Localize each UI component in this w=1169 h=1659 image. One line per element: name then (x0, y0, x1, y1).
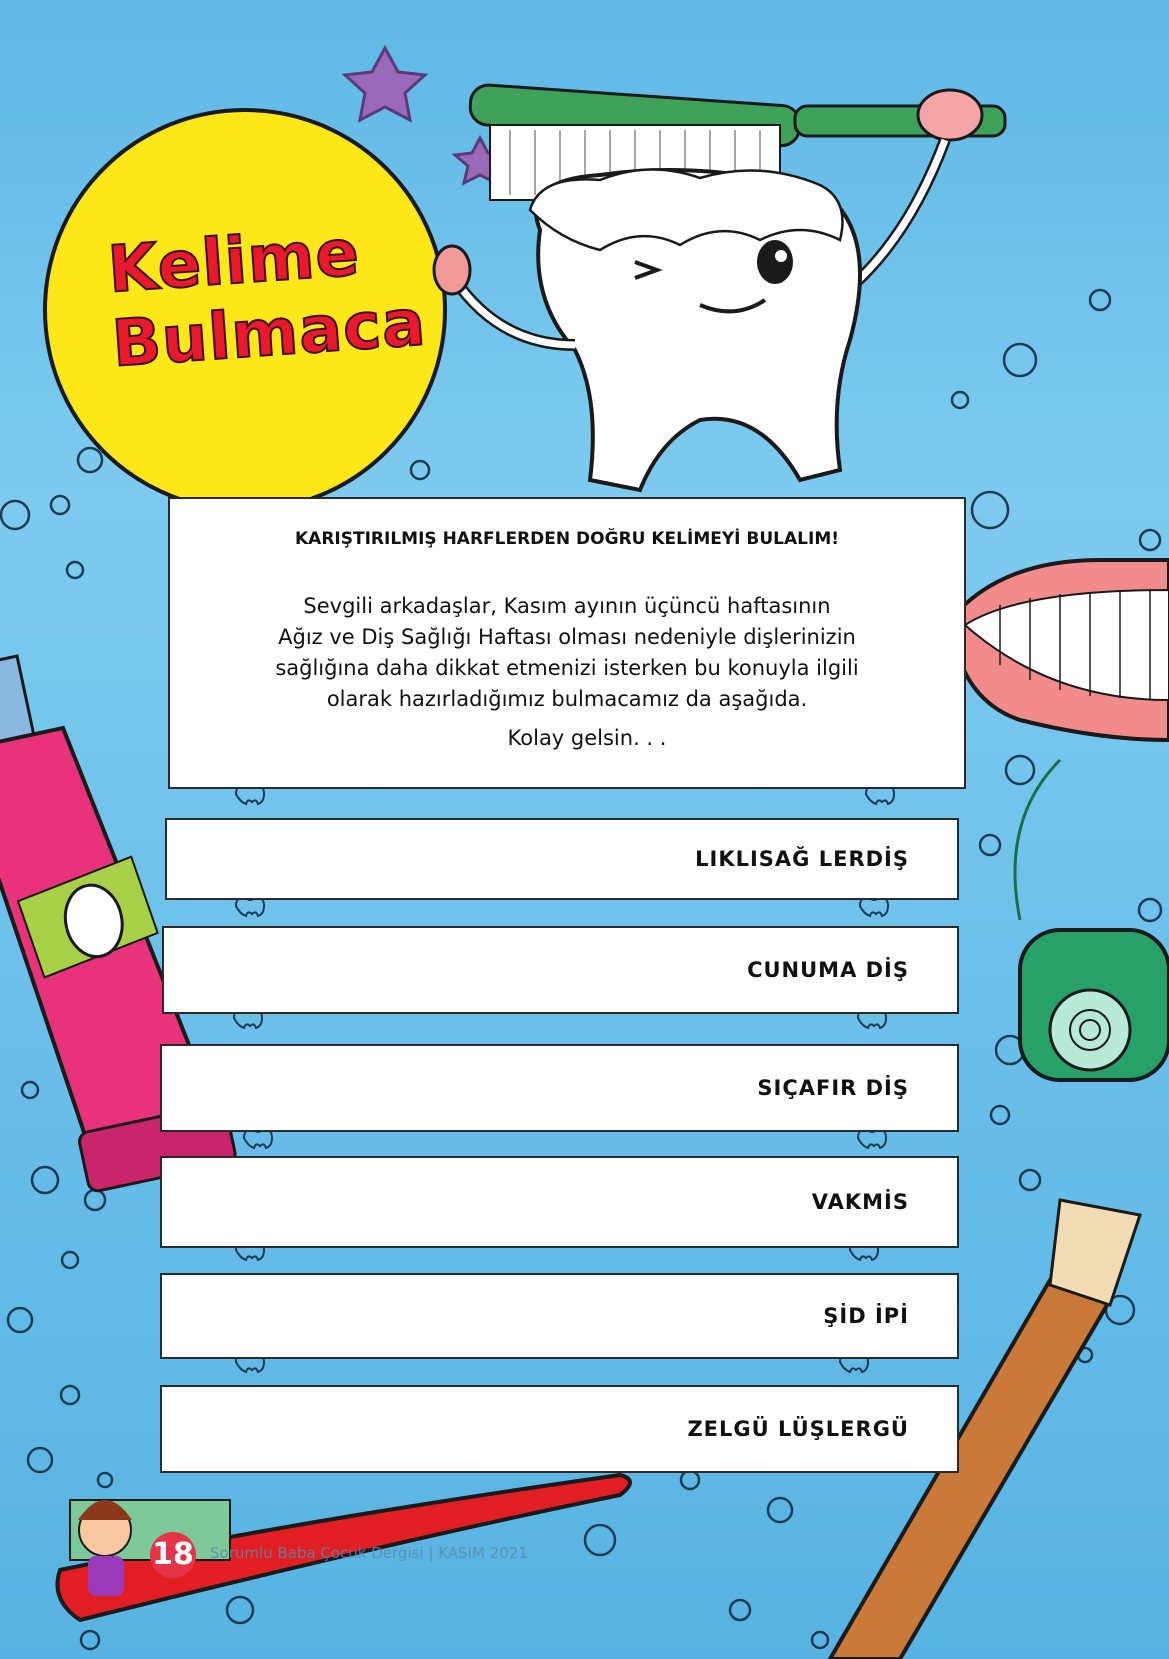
puzzle-row[interactable] (160, 1044, 959, 1132)
star-icon (345, 48, 425, 120)
puzzle-row[interactable] (165, 818, 959, 900)
page-title-line1: Kelime (105, 216, 363, 308)
answer-area[interactable] (187, 830, 637, 888)
scrambled-word: VAKMİS (811, 1190, 909, 1214)
answer-area[interactable] (182, 1285, 637, 1347)
denture-decoration (950, 560, 1169, 740)
scrambled-word: ŞİD İPİ (823, 1304, 909, 1328)
answer-area[interactable] (182, 1397, 637, 1461)
answer-area[interactable] (182, 1168, 637, 1236)
puzzle-row[interactable] (162, 926, 959, 1014)
scrambled-word: SIÇAFIR DİŞ (757, 1076, 909, 1100)
answer-area[interactable] (182, 1056, 637, 1120)
puzzle-row[interactable] (160, 1156, 959, 1248)
scrambled-word: ZELGÜ LÜŞLERGÜ (687, 1417, 909, 1441)
instructions-line: sağlığına daha dikkat etmenizi isterken bu konuyla ilgili (275, 656, 859, 680)
scrambled-word: LIKLISAĞ LERDİŞ (695, 847, 909, 871)
instructions-heading: KARIŞTIRILMIŞ HARFLERDEN DOĞRU KELİMEYİ BULALIM! (295, 529, 839, 549)
instructions-panel (168, 497, 966, 789)
magazine-footer: Sorumlu Baba Çocuk Dergisi | KASIM 2021 (210, 1544, 528, 1562)
instructions-line: Sevgili arkadaşlar, Kasım ayının üçüncü haftasının (303, 594, 831, 618)
puzzle-row[interactable] (160, 1273, 959, 1359)
page-title-line2: Bulmaca (109, 286, 429, 382)
scrambled-word: CUNUMA DİŞ (747, 958, 909, 982)
instructions-line: olarak hazırladığımız bulmacamız da aşağıda. (326, 687, 808, 711)
page-number: 18 (150, 1532, 196, 1578)
instructions-line: Ağız ve Diş Sağlığı Haftası olması nedeniyle dişlerinizin (278, 625, 856, 649)
instructions-body (170, 591, 964, 715)
answer-area[interactable] (184, 938, 637, 1002)
puzzle-row[interactable] (160, 1385, 959, 1473)
instructions-closing: Kolay gelsin. . . (507, 726, 667, 750)
tooth-character (434, 169, 860, 490)
